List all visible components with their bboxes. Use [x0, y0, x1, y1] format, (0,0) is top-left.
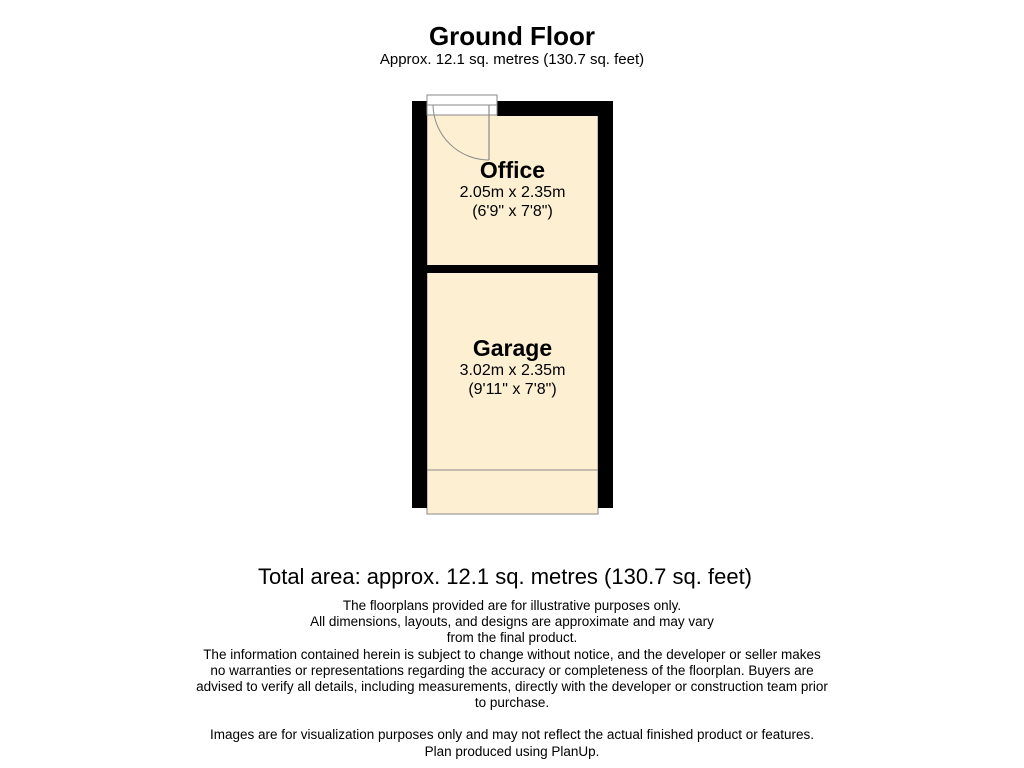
disclaimer-line: advised to verify all details, including measurements, directly with the developer or construction team prior	[196, 679, 828, 695]
garage-imperial: (9'11" x 7'8")	[468, 381, 557, 398]
floor-area-subtitle: Approx. 12.1 sq. metres (130.7 sq. feet)	[379, 51, 645, 68]
office-imperial: (6'9" x 7'8")	[472, 203, 553, 220]
office-metric: 2.05m x 2.35m	[459, 184, 566, 201]
office-label	[427, 157, 598, 221]
garage-metric: 3.02m x 2.35m	[459, 362, 566, 379]
garage-name: Garage	[472, 335, 553, 361]
disclaimer-line: All dimensions, layouts, and designs are approximate and may vary	[310, 614, 714, 630]
garage-label	[427, 335, 598, 399]
disclaimer-line: no warranties or representations regarding the accuracy or completeness of the floorplan. Buyers are	[210, 662, 814, 678]
floor-title: Ground Floor	[428, 21, 596, 51]
notice-line: Plan produced using PlanUp.	[424, 743, 600, 759]
garage-door-area	[427, 470, 598, 514]
top-wall	[497, 101, 613, 116]
notice-line: Images are for visualization purposes only and may not reflect the actual finished product or features.	[209, 727, 815, 743]
left-wall	[412, 101, 427, 508]
disclaimer-line: The floorplans provided are for illustrative purposes only.	[342, 598, 682, 613]
top-wall-left-stub	[412, 101, 427, 116]
right-wall	[598, 101, 613, 508]
disclaimer-line: to purchase.	[474, 695, 550, 711]
disclaimer	[0, 598, 1024, 760]
disclaimer-line: The information contained herein is subject to change without notice, and the developer or seller makes	[203, 646, 821, 662]
disclaimer-line: from the final product.	[446, 630, 578, 646]
partition-wall	[427, 265, 598, 273]
office-name: Office	[479, 157, 546, 183]
disclaimer-gap	[0, 711, 1024, 727]
total-area: Total area: approx. 12.1 sq. metres (130.7 sq. feet)	[257, 564, 753, 589]
